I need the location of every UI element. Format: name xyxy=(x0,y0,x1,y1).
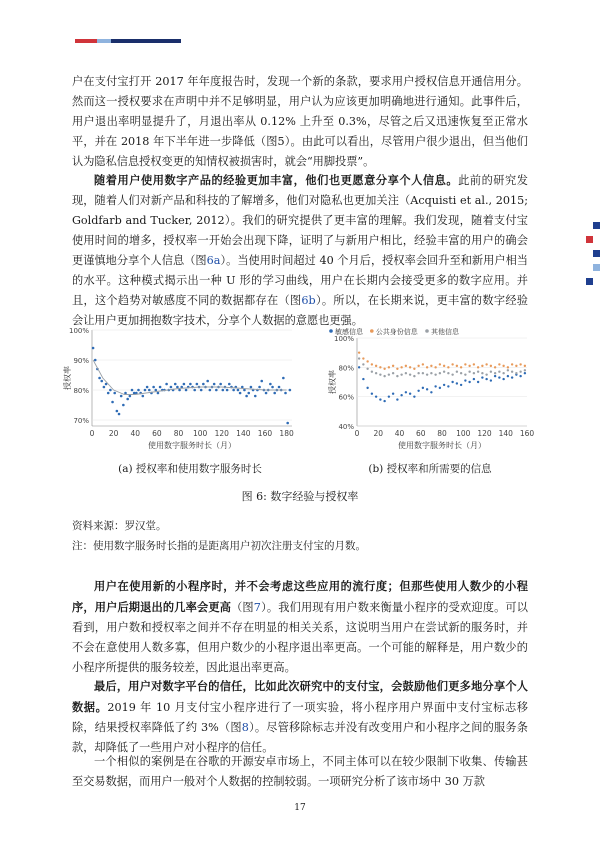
data-point-public-id xyxy=(460,366,462,368)
data-point xyxy=(159,386,162,389)
y-tick-label: 80% xyxy=(338,364,354,373)
data-point-public-id xyxy=(485,363,487,365)
y-axis-title: 授权率 xyxy=(328,370,337,394)
data-point xyxy=(109,389,112,392)
data-point xyxy=(183,383,186,386)
data-point-sensitive xyxy=(434,385,436,387)
subcaption-b: (b) 授权率和所需要的信息 xyxy=(368,463,492,475)
data-point xyxy=(226,389,229,392)
data-point-public-id xyxy=(468,365,470,367)
data-point xyxy=(111,401,114,404)
data-point-public-id xyxy=(375,365,377,367)
data-point xyxy=(152,386,155,389)
data-point-public-id xyxy=(456,365,458,367)
data-point-sensitive xyxy=(511,376,513,378)
y-tick-label: 60% xyxy=(338,393,354,402)
data-point-public-id xyxy=(451,363,453,365)
data-point-sensitive xyxy=(405,391,407,393)
data-point-sensitive xyxy=(430,391,432,393)
data-point xyxy=(107,392,110,395)
data-point-sensitive xyxy=(439,387,441,389)
data-point-other xyxy=(502,372,504,374)
data-point xyxy=(232,389,235,392)
chart-b xyxy=(325,322,535,466)
data-point xyxy=(122,404,125,407)
data-point-sensitive xyxy=(460,384,462,386)
data-point-sensitive xyxy=(383,400,385,402)
data-point xyxy=(100,380,103,383)
y-axis-title: 授权率 xyxy=(63,366,72,390)
data-point-sensitive xyxy=(498,376,500,378)
data-point-public-id xyxy=(507,366,509,368)
data-point xyxy=(113,392,116,395)
data-point-public-id xyxy=(379,366,381,368)
paragraph-4 xyxy=(72,676,528,758)
data-point-public-id xyxy=(443,365,445,367)
data-point-public-id xyxy=(447,366,449,368)
data-point xyxy=(185,389,188,392)
data-point-other xyxy=(460,372,462,374)
data-point-other xyxy=(366,368,368,370)
data-point-public-id xyxy=(422,363,424,365)
data-point xyxy=(202,383,205,386)
legend-label: 公共身份信息 xyxy=(375,328,418,336)
data-point-other xyxy=(498,371,500,373)
data-point-sensitive xyxy=(447,385,449,387)
data-point-other xyxy=(447,372,449,374)
data-point-other xyxy=(388,373,390,375)
paragraph-1: 户在支付宝打开 2017 年年度报告时，发现一个新的条款，要求用户授权信息开通信用分。然而这一授权要求在声明中并不足够明显，用户认为应该更加明确地进行通知。此事件后，用户退出率明显提升了，月退出率从 0.12% 上升至 0.3%，尽管之后又迅速恢复至正常水平，并在 2018 年下半年进一步降低（图5）。由此可以看出，尽管用户很少退出，但当他们认为隐私信息授权变更的知情权被损害时，就会“用脚投票”。 xyxy=(72,75,528,168)
data-point xyxy=(260,380,263,383)
data-point-public-id xyxy=(481,365,483,367)
source-note: 资料来源：罗汉堂。 xyxy=(72,520,167,532)
data-point-public-id xyxy=(477,366,479,368)
data-point-other xyxy=(392,372,394,374)
data-point-sensitive xyxy=(371,393,373,395)
fig-7-link[interactable]: 7 xyxy=(253,601,261,614)
data-point-other xyxy=(507,369,509,371)
data-point-public-id xyxy=(405,365,407,367)
data-point xyxy=(273,392,276,395)
data-point-sensitive xyxy=(490,379,492,381)
data-point-other xyxy=(400,373,402,375)
data-point-sensitive xyxy=(366,387,368,389)
header-color-bar xyxy=(75,39,195,43)
data-point-sensitive xyxy=(494,375,496,377)
data-point xyxy=(247,392,250,395)
data-point-sensitive xyxy=(456,382,458,384)
data-point xyxy=(124,392,127,395)
data-point-other xyxy=(375,372,377,374)
legend-marker xyxy=(329,329,333,333)
data-point xyxy=(98,377,101,380)
data-point xyxy=(284,392,287,395)
x-tick-label: 100 xyxy=(456,429,471,438)
data-point xyxy=(228,383,231,386)
data-point xyxy=(120,395,123,398)
x-tick-label: 160 xyxy=(519,429,535,438)
data-point-sensitive xyxy=(358,366,360,368)
data-point xyxy=(189,383,192,386)
data-point-public-id xyxy=(417,365,419,367)
x-tick-label: 60 xyxy=(152,429,162,438)
chart-a xyxy=(60,322,300,466)
data-point xyxy=(131,389,134,392)
data-point-other xyxy=(490,371,492,373)
data-point xyxy=(239,392,242,395)
data-point-other xyxy=(443,371,445,373)
data-point-sensitive xyxy=(481,376,483,378)
legend-marker xyxy=(370,329,374,333)
subcaption-a: (a) 授权率和使用数字服务时长 xyxy=(118,463,262,475)
x-tick-label: 120 xyxy=(477,429,492,438)
data-point-other xyxy=(464,373,466,375)
data-point-public-id xyxy=(396,368,398,370)
x-tick-label: 0 xyxy=(354,429,360,438)
fit-line xyxy=(93,360,287,395)
data-point-sensitive xyxy=(519,375,521,377)
legend-label: 其他信息 xyxy=(431,328,459,336)
data-point-public-id xyxy=(426,366,428,368)
chart-b-svg xyxy=(325,322,535,462)
data-point xyxy=(92,347,95,350)
data-point-other xyxy=(481,372,483,374)
data-point-public-id xyxy=(511,363,513,365)
y-tick-label: 70% xyxy=(73,417,89,425)
paragraph-2 xyxy=(72,170,528,331)
data-point xyxy=(254,395,257,398)
x-tick-label: 180 xyxy=(279,429,294,438)
data-point-public-id xyxy=(439,363,441,365)
data-point-sensitive xyxy=(477,381,479,383)
data-point-sensitive xyxy=(473,378,475,380)
data-point-other xyxy=(396,375,398,377)
data-point-public-id xyxy=(430,365,432,367)
data-point-sensitive xyxy=(375,395,377,397)
data-point xyxy=(200,389,203,392)
y-tick-label: 100% xyxy=(333,335,354,343)
x-tick-label: 140 xyxy=(498,429,513,438)
data-point-other xyxy=(468,371,470,373)
data-point-other xyxy=(409,373,411,375)
data-point xyxy=(237,389,240,392)
y-tick-label: 90% xyxy=(73,357,89,365)
paragraph-3-text-a: （图 xyxy=(231,601,254,614)
data-point-sensitive xyxy=(524,372,526,374)
data-point-other xyxy=(434,373,436,375)
data-point xyxy=(243,389,246,392)
paragraph-3-bold: 用户在使用新的小程序时，并不会考虑这些应用的流行度；但那些使用人数少的小程序，用户后期退出的几率会更高 xyxy=(72,579,528,614)
data-point-other xyxy=(383,375,385,377)
data-point xyxy=(126,398,129,401)
data-point-other xyxy=(519,371,521,373)
data-point xyxy=(116,410,119,413)
figure-note: 注：使用数字服务时长指的是距离用户初次注册支付宝的月数。 xyxy=(72,540,366,552)
data-point-public-id xyxy=(392,365,394,367)
data-point xyxy=(118,413,121,416)
data-point xyxy=(265,392,268,395)
data-point-other xyxy=(413,375,415,377)
data-point-other xyxy=(524,369,526,371)
x-tick-label: 20 xyxy=(373,429,384,438)
data-point-sensitive xyxy=(379,398,381,400)
data-point xyxy=(213,383,216,386)
data-point-public-id xyxy=(464,363,466,365)
data-point xyxy=(289,389,292,392)
data-point-sensitive xyxy=(388,395,390,397)
data-point xyxy=(258,386,261,389)
data-point-public-id xyxy=(434,366,436,368)
data-point xyxy=(137,389,140,392)
data-point-sensitive xyxy=(468,381,470,383)
data-point xyxy=(142,395,145,398)
data-point xyxy=(103,386,106,389)
fig-6b-link[interactable]: 6b xyxy=(301,294,316,307)
data-point-other xyxy=(485,373,487,375)
paragraph-2-bold: 随着用户使用数字产品的经验更加丰富，他们也更愿意分享个人信息。 xyxy=(94,173,459,187)
data-point-public-id xyxy=(409,366,411,368)
y-tick-label: 40% xyxy=(338,423,354,431)
data-point-sensitive xyxy=(417,390,419,392)
data-point-sensitive xyxy=(422,387,424,389)
data-point-other xyxy=(362,363,364,365)
chart-a-svg xyxy=(60,322,300,462)
x-tick-label: 100 xyxy=(192,429,208,438)
data-point-public-id xyxy=(515,365,517,367)
data-point xyxy=(157,392,160,395)
data-point-sensitive xyxy=(392,393,394,395)
paragraph-3 xyxy=(72,576,528,678)
data-point-sensitive xyxy=(400,394,402,396)
data-point-sensitive xyxy=(507,375,509,377)
data-point xyxy=(144,389,147,392)
data-point-public-id xyxy=(362,357,364,359)
data-point xyxy=(222,389,225,392)
x-tick-label: 0 xyxy=(89,429,95,438)
fig-8-link[interactable]: 8 xyxy=(241,721,249,734)
data-point-public-id xyxy=(371,363,373,365)
data-point xyxy=(129,395,132,398)
paragraph-4-text-b: ）。尽管移除标志并没有改变用户和小程序之间的服务条款，却降低了一些用户对小程序的信任。 xyxy=(72,721,528,754)
x-tick-label: 160 xyxy=(257,429,273,438)
x-tick-label: 80 xyxy=(173,429,184,438)
data-point xyxy=(148,389,151,392)
data-point xyxy=(94,359,97,362)
data-point xyxy=(219,383,222,386)
x-tick-label: 80 xyxy=(437,429,447,438)
data-point xyxy=(154,389,157,392)
paragraph-4-text-a: 2019 年 10 月支付宝小程序进行了一项实验，将小程序用户界面中支付宝标志移除，结果授权率降低了约 3%（图 xyxy=(72,701,528,734)
data-point xyxy=(250,386,253,389)
data-point-other xyxy=(422,372,424,374)
data-point-other xyxy=(456,371,458,373)
data-point xyxy=(206,380,209,383)
data-point-other xyxy=(430,372,432,374)
paragraph-2-text-a: 此前的研究发现，随着人们对新产品和科技的了解增多，他们对隐私也更加关注（Acquisti et al., 2015; Goldfarb and Tucker, 2012）。我们的研究提供了更丰富的理解。我们发现，随着支付宝使用时间的增多，授权率一开始会出现下降，证明了与新用户相比，经验丰富的用户的确会更谨慎地分享个人信息（图 xyxy=(72,174,528,267)
data-point xyxy=(193,389,196,392)
x-axis-title: 使用数字服务时长（月） xyxy=(398,441,486,450)
data-point xyxy=(271,386,274,389)
data-point xyxy=(209,389,212,392)
data-point-public-id xyxy=(494,366,496,368)
legend-label: 敏感信息 xyxy=(335,328,363,336)
data-point-public-id xyxy=(413,368,415,370)
data-point-public-id xyxy=(366,360,368,362)
data-point-other xyxy=(494,372,496,374)
data-point xyxy=(269,383,272,386)
data-point xyxy=(176,386,179,389)
data-point-public-id xyxy=(383,368,385,370)
data-point xyxy=(196,383,199,386)
data-point-other xyxy=(358,357,360,359)
data-point-public-id xyxy=(498,363,500,365)
data-point xyxy=(278,386,281,389)
x-tick-label: 120 xyxy=(214,429,229,438)
data-point-other xyxy=(473,372,475,374)
data-point xyxy=(245,395,248,398)
data-point-public-id xyxy=(519,363,521,365)
data-point-public-id xyxy=(473,363,475,365)
data-point xyxy=(215,389,218,392)
data-point-public-id xyxy=(400,366,402,368)
data-point xyxy=(282,377,285,380)
data-point xyxy=(165,383,168,386)
paragraph-2-text-c: ）。所以，在长期来说，更丰富的数字经验会让用户更加拥抱数字技术，分享个人数据的意愿也更强。 xyxy=(72,294,528,327)
legend-marker xyxy=(425,329,429,333)
data-point-other xyxy=(477,371,479,373)
y-tick-label: 80% xyxy=(73,387,89,395)
paragraph-5: 一个相似的案例是在谷歌的开源安卓市场上，不同主体可以在较少限制下收集、传输甚至交易数据，而用户一般对个人数据的控制较弱。一项研究分析了该市场中 30 万款 xyxy=(72,755,528,788)
data-point-public-id xyxy=(502,365,504,367)
x-tick-label: 60 xyxy=(415,429,426,438)
paragraph-2-text-b: ）。当使用时间超过 40 个月后，授权率会回升至和新用户相当的水平。这种模式揭示出一种 U 形的学习曲线，用户在长期内会接受更多的数字应用。并且，这个趋势对敏感度不同的数据都存在（图 xyxy=(72,254,528,307)
data-point-sensitive xyxy=(464,379,466,381)
data-point-sensitive xyxy=(485,378,487,380)
data-point-public-id xyxy=(524,365,526,367)
page-number: 17 xyxy=(294,803,306,813)
x-tick-label: 40 xyxy=(130,429,141,438)
paragraph-3-text-b: ）。我们用现有用户数来衡量小程序的受欢迎度。可以看到，用户数和授权率之间并不存在明显的相关关系，这说明当用户在尝试新的服务时，并不会在意使用人数多寡，但用户数少的小程序退出率更高。一个可能的解释是，用户数少的小程序所提供的服务较差，因此退出率更高。 xyxy=(72,601,528,674)
data-point-public-id xyxy=(358,351,360,353)
data-point-other xyxy=(439,372,441,374)
data-point-other xyxy=(405,372,407,374)
data-point-sensitive xyxy=(413,395,415,397)
data-point-other xyxy=(371,371,373,373)
data-point xyxy=(178,389,181,392)
data-point-other xyxy=(379,373,381,375)
figure-caption: 图 6: 数字经验与授权率 xyxy=(241,490,359,503)
paragraph-4-bold: 最后，用户对数字平台的信任，比如此次研究中的支付宝，会鼓励他们更多地分享个人数据。 xyxy=(72,679,528,714)
data-point-sensitive xyxy=(409,393,411,395)
data-point-other xyxy=(511,371,513,373)
fig-6a-link[interactable]: 6a xyxy=(206,254,221,267)
x-tick-label: 40 xyxy=(394,429,405,438)
data-point xyxy=(286,422,289,425)
y-tick-label: 100% xyxy=(68,327,89,335)
data-point-other xyxy=(515,372,517,374)
data-point-other xyxy=(451,373,453,375)
data-point-public-id xyxy=(490,365,492,367)
data-point-other xyxy=(426,373,428,375)
data-point-sensitive xyxy=(451,381,453,383)
data-point-sensitive xyxy=(443,384,445,386)
data-point xyxy=(170,386,173,389)
x-tick-label: 140 xyxy=(236,429,251,438)
data-point-other xyxy=(417,372,419,374)
data-point xyxy=(174,383,177,386)
data-point-sensitive xyxy=(362,378,364,380)
data-point-sensitive xyxy=(396,398,398,400)
data-point xyxy=(146,386,149,389)
x-tick-label: 20 xyxy=(108,429,119,438)
data-point-sensitive xyxy=(426,388,428,390)
x-axis-title: 使用数字服务时长（月） xyxy=(148,441,236,450)
data-point-sensitive xyxy=(502,378,504,380)
data-point-public-id xyxy=(388,366,390,368)
